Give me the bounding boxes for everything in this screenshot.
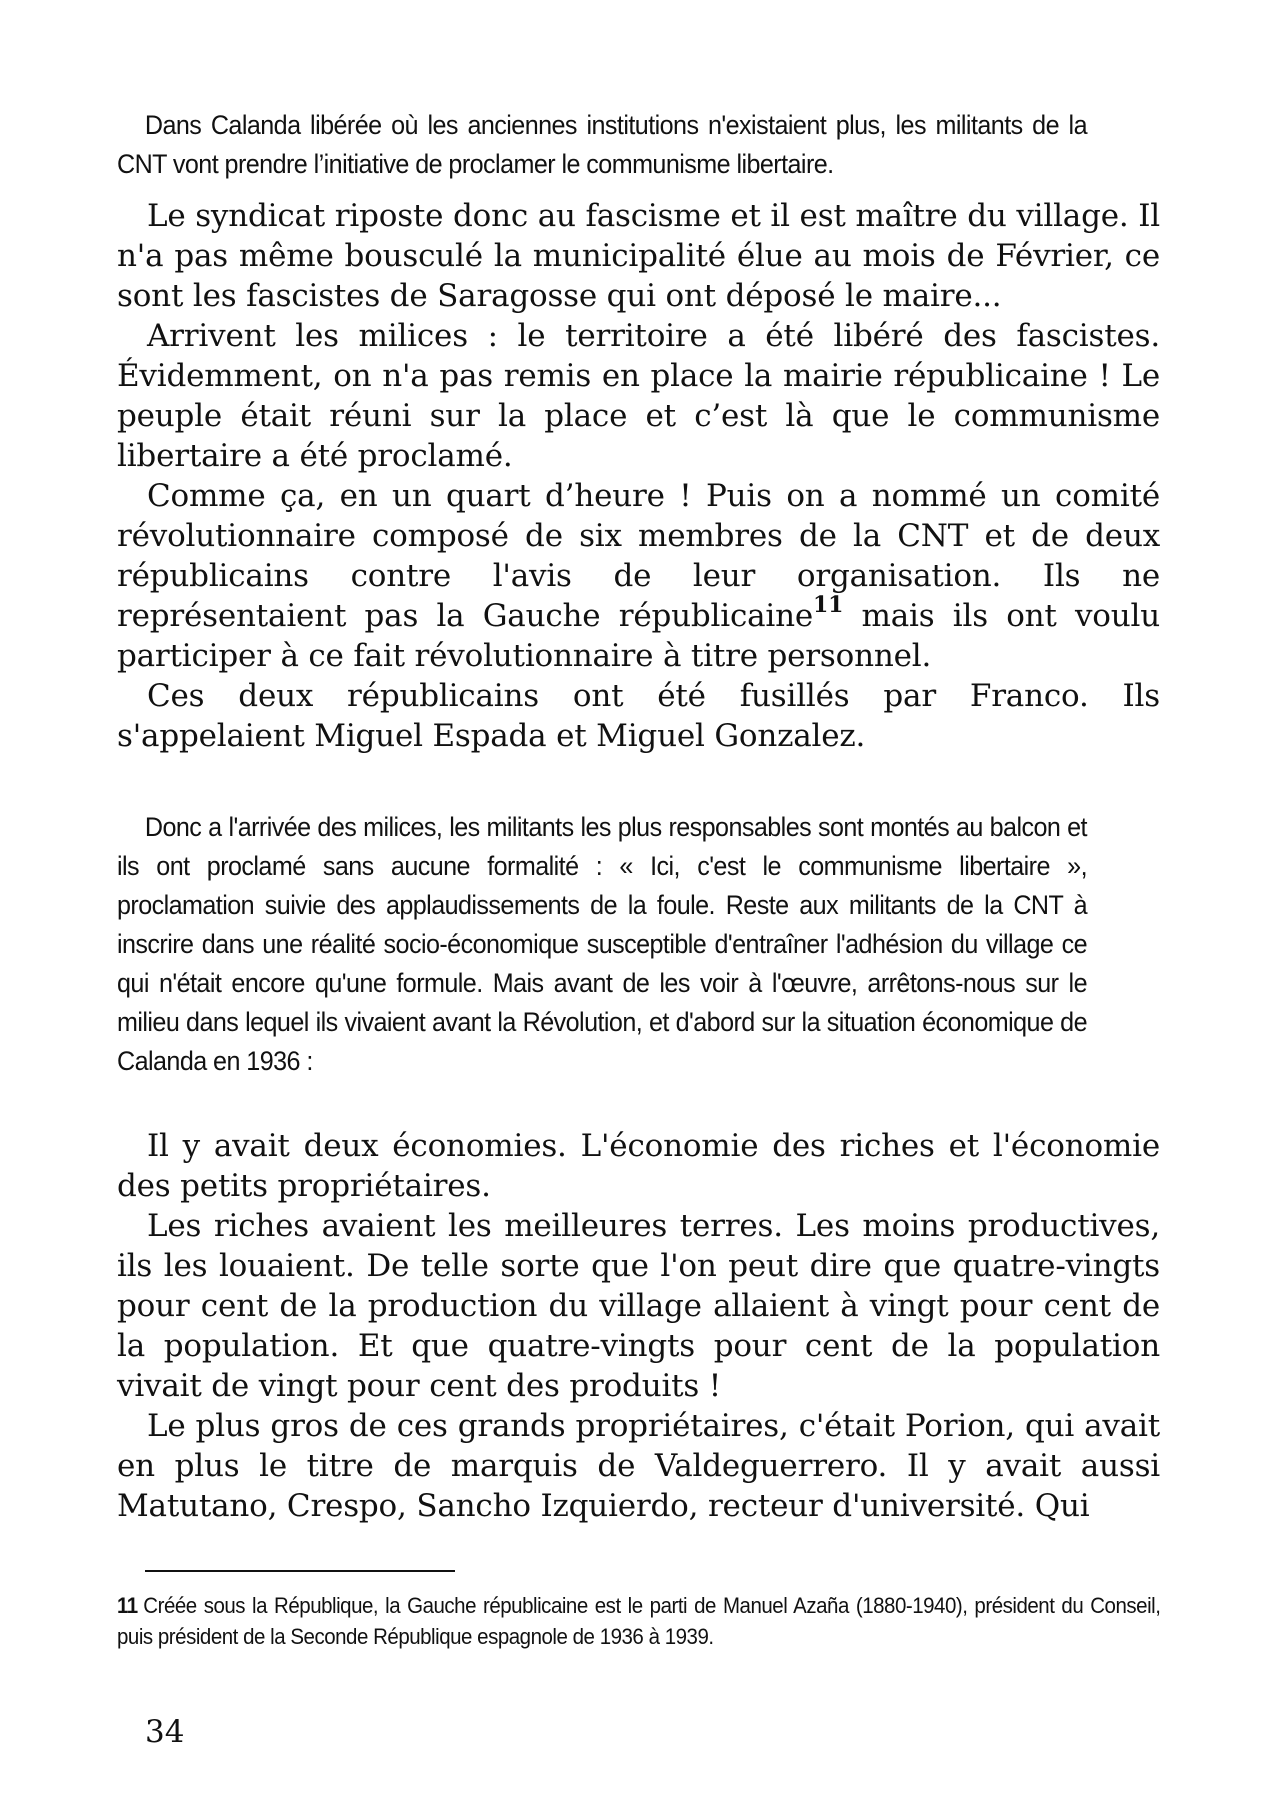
- footnote-number: 11: [117, 1593, 138, 1618]
- testimony-1-paragraph-2: Arrivent les milices : le territoire a été libéré des fascistes. Évidemment, on n'a pas remis en place la mairie républicaine ! Le peuple était réuni sur la place et c’est là que le communisme libertaire a été proclamé.: [117, 318, 1160, 474]
- footnote-text: Créée sous la République, la Gauche républicaine est le parti de Manuel Azaña (1880-1940), président du Conseil, puis président de la Seconde République espagnole de 1936 à 1939.: [117, 1593, 1161, 1649]
- intro-paragraph: [117, 106, 1087, 184]
- footnote: [117, 1590, 1160, 1652]
- testimony-1-paragraph-4: Ces deux républicains ont été fusillés par Franco. Ils s'appelaient Miguel Espada et Miguel Gonzalez.: [117, 678, 1160, 754]
- narrative-paragraph: [117, 808, 1087, 1081]
- testimony-1-paragraph-3: [117, 476, 1160, 676]
- narrative-text: Donc a l'arrivée des milices, les militants les plus responsables sont montés au balcon et ils ont proclamé sans aucune formalité : « Ici, c'est le communisme libertaire », proclamation suivie des applaudissements de la foule. Reste aux militants de la CNT à inscrire dans une réalité socio-économique susceptible d'entraîner l'adhésion du village ce qui n'était encore qu'une formule. Mais avant de les voir à l'œuvre, arrêtons-nous sur le milieu dans lequel ils vivaient avant la Révolution, et d'abord sur la situation économique de Calanda en 1936 :: [117, 812, 1087, 1076]
- testimony-2-paragraph-2: Les riches avaient les meilleures terres. Les moins productives, ils les louaient. De telle sorte que l'on peut dire que quatre-vingts pour cent de la production du village allaient à vingt pour cent de la population. Et que quatre-vingts pour cent de la population vivait de vingt pour cent des produits !: [117, 1208, 1160, 1404]
- testimony-1-paragraph-3-continuation: mais ils ont voulu participer à ce fait révolutionnaire à titre personnel.: [117, 598, 1160, 674]
- page-number: 34: [145, 1714, 185, 1750]
- testimony-2-paragraph-1: Il y avait deux économies. L'économie des riches et l'économie des petits propriétaires.: [117, 1128, 1160, 1204]
- testimony-1-paragraph-1: Le syndicat riposte donc au fascisme et il est maître du village. Il n'a pas même bousculé la municipalité élue au mois de Février, ce sont les fascistes de Saragosse qui ont déposé le maire...: [117, 198, 1160, 314]
- intro-text: Dans Calanda libérée où les anciennes institutions n'existaient plus, les militants de la CNT vont prendre l’initiative de proclamer le communisme libertaire.: [117, 110, 1087, 179]
- testimony-2-paragraph-3: Le plus gros de ces grands propriétaires, c'était Porion, qui avait en plus le titre de marquis de Valdeguerrero. Il y avait aussi Matutano, Crespo, Sancho Izquierdo, recteur d'université. Qui: [117, 1408, 1160, 1524]
- testimony-block-2: [117, 1126, 1160, 1526]
- footnote-separator: [145, 1570, 455, 1572]
- footnote-reference[interactable]: 11: [813, 592, 844, 618]
- testimony-1-paragraph-3-text: Comme ça, en un quart d’heure ! Puis on a nommé un comité révolutionnaire composé de six membres de la CNT et de deux républicains contre l'avis de leur organisation. Ils ne représentaient pas la Gauche républicaine: [117, 478, 1160, 634]
- testimony-block-1: [117, 196, 1160, 756]
